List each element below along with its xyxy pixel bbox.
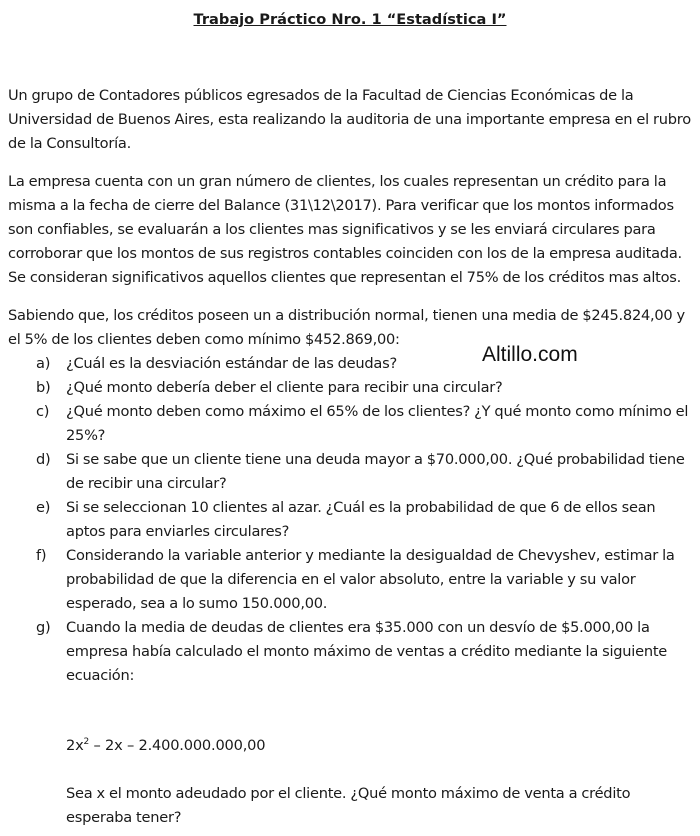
question-marker: a): [36, 355, 51, 372]
equation-exponent: 2: [83, 737, 90, 747]
question-marker: b): [36, 379, 51, 396]
question-marker: f): [36, 547, 47, 564]
question-text: Si se sabe que un cliente tiene una deuda mayor a $70.000,00. ¿Qué probabilidad tiene de recibir una circular?: [66, 451, 685, 492]
equation-coef: 2x: [66, 737, 84, 754]
question-marker: d): [36, 451, 51, 468]
question-c: [0, 400, 700, 448]
question-text: Cuando la media de deudas de clientes era $35.000 con un desvío de $5.000,00 la empresa había calculado el monto máximo de ventas a crédito mediante la siguiente ecuación:: [66, 619, 668, 684]
question-marker: e): [36, 499, 51, 516]
question-g-followup: Sea x el monto adeudado por el cliente. ¿Qué monto máximo de venta a crédito esperaba tener?: [66, 785, 631, 826]
watermark-text: Altillo.com: [482, 343, 578, 366]
intro-paragraph: Un grupo de Contadores públicos egresados de la Facultad de Ciencias Económicas de la Universidad de Buenos Aires, esta realizando la auditoria de una importante empresa en el rubro de la Consultoría.: [8, 87, 691, 152]
question-a: [0, 352, 700, 376]
question-text: Considerando la variable anterior y mediante la desigualdad de Chevyshev, estimar la probabilidad de que la diferencia en el valor absoluto, entre la variable y su valor esperado, sea a lo sumo 150.000,00.: [66, 547, 675, 612]
question-b: [0, 376, 700, 400]
question-marker: g): [36, 619, 51, 636]
question-g: [0, 616, 700, 688]
question-text: ¿Qué monto debería deber el cliente para recibir una circular?: [66, 379, 503, 396]
question-d: [0, 448, 700, 496]
context-paragraph: La empresa cuenta con un gran número de clientes, los cuales representan un crédito para la misma a la fecha de cierre del Balance (31\12\2017). Para verificar que los montos informados son confiables, se evaluarán a los clientes mas significativos y se les enviará circulares para corroborar que los montos de sus registros contables coinciden con los de la empresa auditada. Se consideran significativos aquellos clientes que representan el 75% de los créditos mas altos.: [8, 173, 682, 286]
question-e: [0, 496, 700, 544]
question-text: ¿Cuál es la desviación estándar de las deudas?: [66, 355, 397, 372]
question-text: Si se seleccionan 10 clientes al azar. ¿Cuál es la probabilidad de que 6 de ellos sean aptos para enviarles circulares?: [66, 499, 656, 540]
data-paragraph: Sabiendo que, los créditos poseen un a distribución normal, tienen una media de $245.824,00 y el 5% de los clientes deben como mínimo $452.869,00:: [8, 307, 685, 348]
equation: [66, 734, 265, 758]
question-text: ¿Qué monto deben como máximo el 65% de los clientes? ¿Y qué monto como mínimo el 25%?: [66, 403, 689, 444]
question-f: [0, 544, 700, 616]
question-list: [0, 352, 700, 688]
document-title: Trabajo Práctico Nro. 1 “Estadística I”: [193, 11, 507, 28]
equation-rest: – 2x – 2.400.000.000,00: [89, 737, 266, 754]
question-marker: c): [36, 403, 50, 420]
